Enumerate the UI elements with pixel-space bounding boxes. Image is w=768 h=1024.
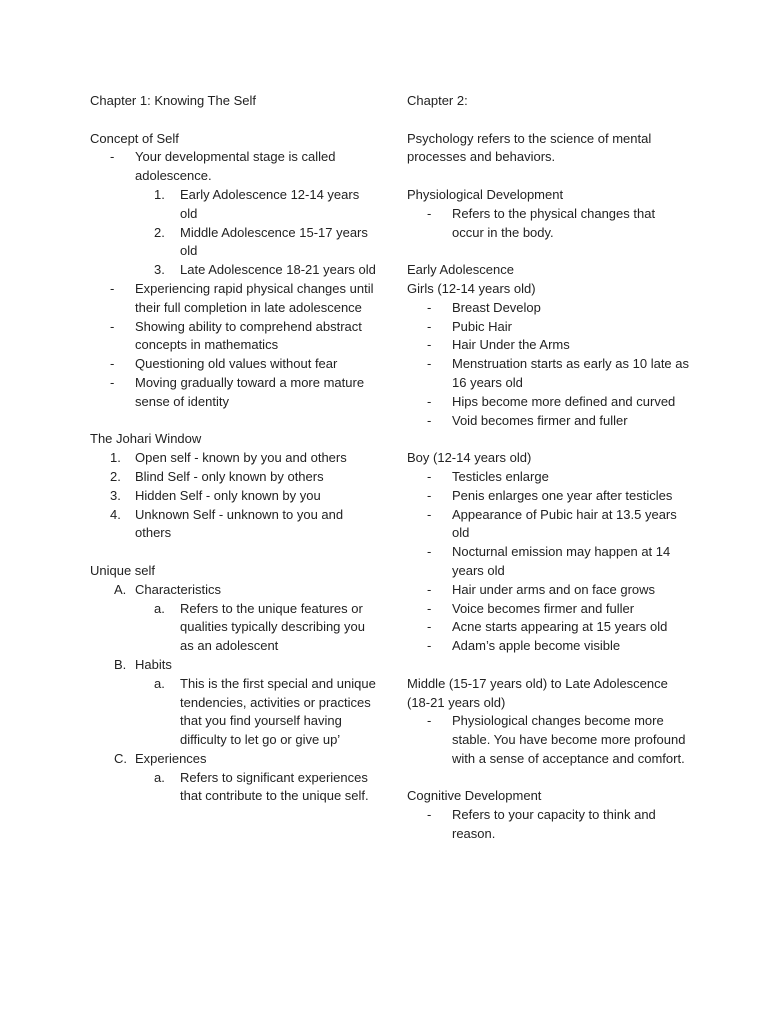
dash-marker: - bbox=[110, 374, 115, 390]
list-item: - Menstruation starts as early as 10 late as 16 years old bbox=[407, 355, 689, 393]
letter-marker: A. bbox=[114, 581, 127, 597]
letter-marker: a. bbox=[154, 769, 165, 785]
dash-marker: - bbox=[427, 619, 432, 635]
letter-marker: a. bbox=[154, 600, 165, 616]
list-item: - Hair Under the Arms bbox=[407, 336, 689, 355]
dash-marker: - bbox=[427, 468, 432, 484]
dash-marker: - bbox=[110, 149, 115, 165]
dash-marker: - bbox=[427, 600, 432, 616]
list-item: - Hair under arms and on face grows bbox=[407, 581, 689, 600]
dash-marker: - bbox=[110, 280, 115, 296]
list-item: a. This is the first special and unique tendencies, activities or practices that you find yourself having difficulty to let go or give up’ bbox=[90, 675, 380, 750]
number-marker: 2. bbox=[154, 224, 165, 240]
list-item: B. Habits bbox=[90, 656, 380, 675]
number-marker: 1. bbox=[154, 186, 165, 202]
list-item: - Your developmental stage is called adolescence. bbox=[90, 148, 380, 186]
list-item: C. Experiences bbox=[90, 750, 380, 769]
list-item: - Acne starts appearing at 15 years old bbox=[407, 618, 689, 637]
boy-subheading: Boy (12-14 years old) bbox=[407, 450, 532, 466]
list-item: - Penis enlarges one year after testicles bbox=[407, 487, 689, 506]
right-column bbox=[407, 92, 689, 844]
list-item: 3. Late Adolescence 18-21 years old bbox=[90, 261, 380, 280]
psychology-intro: Psychology refers to the science of mental processes and behaviors. bbox=[407, 130, 652, 165]
dash-marker: - bbox=[427, 487, 432, 503]
dash-marker: - bbox=[427, 393, 432, 409]
number-marker: 3. bbox=[154, 262, 165, 278]
dash-marker: - bbox=[427, 544, 432, 560]
list-item: - Hips become more defined and curved bbox=[407, 393, 689, 412]
list-item: - Appearance of Pubic hair at 13.5 years old bbox=[407, 506, 689, 544]
dash-marker: - bbox=[427, 299, 432, 315]
list-item: - Pubic Hair bbox=[407, 318, 689, 337]
girls-subheading: Girls (12-14 years old) bbox=[407, 280, 536, 296]
list-item: - Physiological changes become more stable. You have become more profound with a sense of acceptance and comfort. bbox=[407, 712, 689, 768]
chapter-2-title: Chapter 2: bbox=[407, 93, 468, 108]
list-item: A. Characteristics bbox=[90, 581, 380, 600]
middle-late-adolescence-heading: Middle (15-17 years old) to Late Adolescence (18-21 years old) bbox=[407, 675, 668, 710]
list-item: 4. Unknown Self - unknown to you and others bbox=[90, 506, 380, 544]
dash-marker: - bbox=[427, 638, 432, 654]
list-item: - Testicles enlarge bbox=[407, 468, 689, 487]
unique-self-heading: Unique self bbox=[90, 562, 156, 578]
letter-marker: a. bbox=[154, 675, 165, 691]
dash-marker: - bbox=[110, 356, 115, 372]
list-item: - Showing ability to comprehend abstract concepts in mathematics bbox=[90, 318, 380, 356]
dash-marker: - bbox=[427, 318, 432, 334]
dash-marker: - bbox=[427, 506, 432, 522]
dash-marker: - bbox=[427, 337, 432, 353]
left-column bbox=[90, 92, 380, 806]
dash-marker: - bbox=[427, 581, 432, 597]
list-item: - Void becomes firmer and fuller bbox=[407, 412, 689, 431]
list-item: - Refers to the physical changes that occur in the body. bbox=[407, 205, 689, 243]
list-item: 1. Open self - known by you and others bbox=[90, 449, 380, 468]
physiological-development-heading: Physiological Development bbox=[407, 186, 564, 202]
dash-marker: - bbox=[427, 713, 432, 729]
list-item: - Experiencing rapid physical changes until their full completion in late adolescence bbox=[90, 280, 380, 318]
concept-of-self-heading: Concept of Self bbox=[90, 130, 179, 146]
johari-window-heading: The Johari Window bbox=[90, 431, 202, 447]
early-adolescence-heading: Early Adolescence bbox=[407, 262, 514, 278]
list-item: - Breast Develop bbox=[407, 299, 689, 318]
cognitive-development-heading: Cognitive Development bbox=[407, 788, 542, 804]
chapter-1-title: Chapter 1: Knowing The Self bbox=[90, 93, 256, 108]
number-marker: 3. bbox=[110, 487, 121, 503]
number-marker: 4. bbox=[110, 506, 121, 522]
list-item: a. Refers to significant experiences that contribute to the unique self. bbox=[90, 769, 380, 807]
list-item: 1. Early Adolescence 12-14 years old bbox=[90, 186, 380, 224]
dash-marker: - bbox=[427, 356, 432, 372]
letter-marker: C. bbox=[114, 750, 127, 766]
dash-marker: - bbox=[427, 412, 432, 428]
number-marker: 2. bbox=[110, 468, 121, 484]
list-item: a. Refers to the unique features or qualities typically describing you as an adolescent bbox=[90, 600, 380, 656]
list-item: - Adam’s apple become visible bbox=[407, 637, 689, 656]
dash-marker: - bbox=[427, 807, 432, 823]
list-item: 2. Middle Adolescence 15-17 years old bbox=[90, 224, 380, 262]
letter-marker: B. bbox=[114, 656, 127, 672]
list-item: - Questioning old values without fear bbox=[90, 355, 380, 374]
list-item: 2. Blind Self - only known by others bbox=[90, 468, 380, 487]
list-item: - Nocturnal emission may happen at 14 years old bbox=[407, 543, 689, 581]
number-marker: 1. bbox=[110, 450, 121, 466]
list-item: - Voice becomes firmer and fuller bbox=[407, 600, 689, 619]
dash-marker: - bbox=[110, 318, 115, 334]
list-item: 3. Hidden Self - only known by you bbox=[90, 487, 380, 506]
dash-marker: - bbox=[427, 205, 432, 221]
list-item: - Moving gradually toward a more mature sense of identity bbox=[90, 374, 380, 412]
list-item: - Refers to your capacity to think and reason. bbox=[407, 806, 689, 844]
